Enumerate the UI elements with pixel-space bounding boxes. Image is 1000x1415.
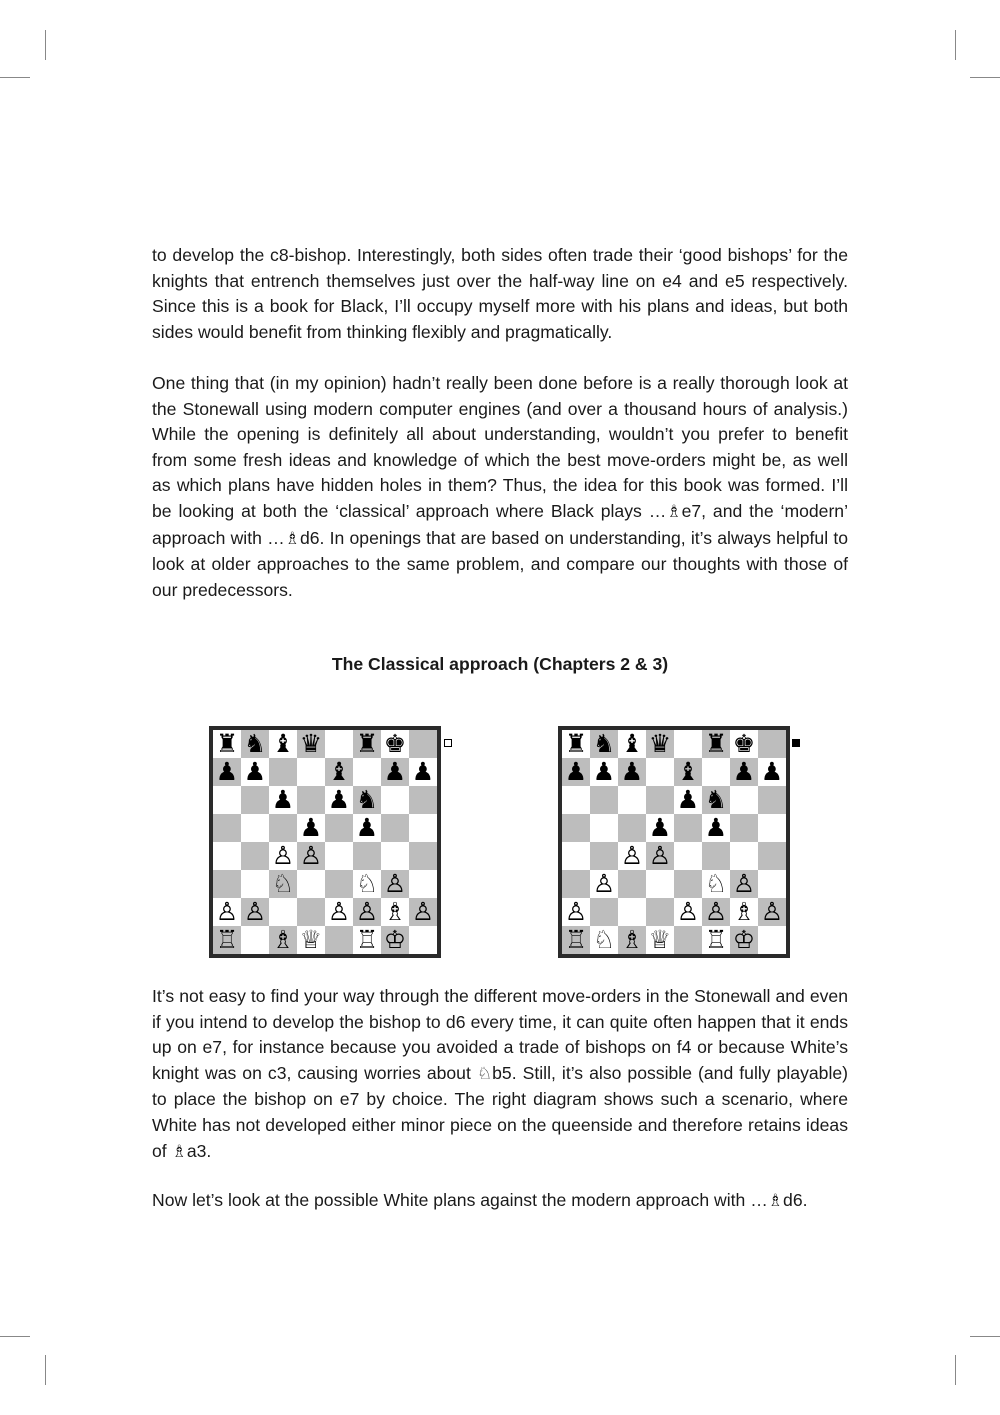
side-to-move-indicator [792,739,800,747]
board-square [325,870,353,898]
board-square [325,814,353,842]
white-knight-icon: ♘ [590,926,618,954]
board-square [241,926,269,954]
board-square [674,870,702,898]
board-square [590,786,618,814]
board-square [213,786,241,814]
board-square [702,842,730,870]
black-pawn-icon: ♟ [353,814,381,842]
black-pawn-icon: ♟ [562,758,590,786]
black-knight-icon: ♞ [353,786,381,814]
white-king-icon: ♔ [381,926,409,954]
board-square [213,870,241,898]
board-square [730,786,758,814]
white-pawn-icon: ♙ [409,898,437,926]
bishop-figurine-icon: ♗ [171,1141,187,1162]
paragraph-text: e7, and the ‘modern’ approach with … [152,500,849,548]
board-square [409,814,437,842]
crop-mark [955,1355,956,1385]
white-rook-icon: ♖ [213,926,241,954]
white-pawn-icon: ♙ [562,898,590,926]
board-square [213,842,241,870]
black-pawn-icon: ♟ [241,758,269,786]
board-square [409,926,437,954]
board-square [590,898,618,926]
black-king-icon: ♚ [730,730,758,758]
white-bishop-icon: ♗ [618,926,646,954]
white-pawn-icon: ♙ [297,842,325,870]
crop-mark [955,30,956,60]
black-rook-icon: ♜ [702,730,730,758]
board-square [269,758,297,786]
black-pawn-icon: ♟ [381,758,409,786]
paragraph-text: d6. In openings that are based on understanding, it’s always helpful to look at older approaches to the same problem, and compare our thoughts with those of our predecessors. [152,527,848,600]
board-square [297,870,325,898]
white-pawn-icon: ♙ [646,842,674,870]
white-pawn-icon: ♙ [618,842,646,870]
paragraph-text: d6. [783,1190,808,1210]
board-square [241,786,269,814]
paragraph-text: It’s not easy to find your way through the different move-orders in the Stonewall and even if you intend to develop the bishop to d6 every time, it can quite often happen that it ends up on e7, for instance because you avoided a trade of bishops on f4 or because White’s knight was on c3, causing worries about [152,986,848,1083]
board-square [241,842,269,870]
black-rook-icon: ♜ [213,730,241,758]
white-pawn-icon: ♙ [758,898,786,926]
white-knight-icon: ♘ [269,870,297,898]
section-heading: The Classical approach (Chapters 2 & 3) [331,654,669,674]
white-king-icon: ♔ [730,926,758,954]
board-square [562,842,590,870]
white-pawn-icon: ♙ [730,870,758,898]
paragraph-move-orders [152,984,848,1165]
knight-figurine-icon: ♘ [476,1063,493,1084]
board-square [590,842,618,870]
black-pawn-icon: ♟ [269,786,297,814]
black-pawn-icon: ♟ [325,786,353,814]
white-rook-icon: ♖ [353,926,381,954]
board-square [618,870,646,898]
board-square [381,842,409,870]
board-square [646,898,674,926]
side-to-move-indicator [444,739,452,747]
white-rook-icon: ♖ [702,926,730,954]
board-square [730,842,758,870]
crop-mark [45,1355,46,1385]
black-knight-icon: ♞ [241,730,269,758]
black-pawn-icon: ♟ [758,758,786,786]
bishop-figurine-icon: ♗ [284,528,300,549]
paragraph-text: One thing that (in my opinion) hadn’t really been done before is a really thorough look at the Stonewall using modern computer engines (and over a thousand hours of analysis.) While the opening is definitely all about understanding, wouldn’t you prefer to benefit from some fresh ideas and knowledge of which the best move-orders might be, as well as which plans have hidden holes in them? Thus, the idea for this book was formed. I’ll be looking at both the ‘classical’ approach where Black plays … [152,373,848,521]
black-knight-icon: ♞ [590,730,618,758]
black-pawn-icon: ♟ [297,814,325,842]
board-square [409,730,437,758]
board-square [325,842,353,870]
board-square [702,758,730,786]
board-square [409,842,437,870]
black-pawn-icon: ♟ [213,758,241,786]
white-pawn-icon: ♙ [241,898,269,926]
paragraph-text: Now let’s look at the possible White plans against the modern approach with … [152,1190,768,1210]
white-pawn-icon: ♙ [590,870,618,898]
white-pawn-icon: ♙ [702,898,730,926]
board-square [618,814,646,842]
board-square [325,926,353,954]
board-square [674,814,702,842]
white-pawn-icon: ♙ [353,898,381,926]
board-square [562,870,590,898]
board-square [758,926,786,954]
board-square [381,786,409,814]
board-square [353,758,381,786]
black-bishop-icon: ♝ [269,730,297,758]
board-square [562,786,590,814]
black-knight-icon: ♞ [702,786,730,814]
paragraph-text: b5. Still, it’s also possible (and fully playable) to place the bishop on e7 by choice. The right diagram shows such a scenario, where White has not developed either minor piece on the queenside and therefore retains ideas of [152,1062,848,1161]
board-square [297,786,325,814]
board-square [674,730,702,758]
black-pawn-icon: ♟ [674,786,702,814]
black-bishop-icon: ♝ [674,758,702,786]
board-square [758,870,786,898]
board-square [618,786,646,814]
black-pawn-icon: ♟ [730,758,758,786]
black-rook-icon: ♜ [353,730,381,758]
bishop-figurine-icon: ♗ [666,501,682,522]
white-bishop-icon: ♗ [730,898,758,926]
chess-diagram-right [558,726,790,958]
black-king-icon: ♚ [381,730,409,758]
white-knight-icon: ♘ [353,870,381,898]
bishop-figurine-icon: ♗ [767,1191,784,1211]
board-square [213,814,241,842]
white-queen-icon: ♕ [646,926,674,954]
board-square [758,730,786,758]
black-pawn-icon: ♟ [702,814,730,842]
white-pawn-icon: ♙ [269,842,297,870]
board-square [297,758,325,786]
board-square [241,814,269,842]
black-pawn-icon: ♟ [646,814,674,842]
crop-mark [45,30,46,60]
white-knight-icon: ♘ [702,870,730,898]
board-square [758,814,786,842]
black-bishop-icon: ♝ [618,730,646,758]
paragraph-modern-engines [152,371,848,603]
crop-mark [0,77,30,78]
board-square [758,786,786,814]
board-square [618,898,646,926]
board-square [353,842,381,870]
crop-mark [0,1336,30,1337]
board-square [674,926,702,954]
board-square [381,814,409,842]
board-square [325,730,353,758]
black-pawn-icon: ♟ [590,758,618,786]
white-rook-icon: ♖ [562,926,590,954]
white-bishop-icon: ♗ [269,926,297,954]
board-square [269,814,297,842]
black-pawn-icon: ♟ [409,758,437,786]
chess-diagram-left [209,726,441,958]
board-square [646,758,674,786]
crop-mark [970,1336,1000,1337]
white-pawn-icon: ♙ [674,898,702,926]
board-square [409,786,437,814]
white-pawn-icon: ♙ [325,898,353,926]
white-queen-icon: ♕ [297,926,325,954]
paragraph-white-plans [152,1188,848,1215]
black-pawn-icon: ♟ [618,758,646,786]
white-bishop-icon: ♗ [381,898,409,926]
board-square [409,870,437,898]
board-square [562,814,590,842]
board-square [674,842,702,870]
crop-mark [970,77,1000,78]
board-square [646,786,674,814]
board-square [646,870,674,898]
black-bishop-icon: ♝ [325,758,353,786]
board-square [730,814,758,842]
white-pawn-icon: ♙ [381,870,409,898]
paragraph-intro [152,243,848,345]
black-queen-icon: ♛ [646,730,674,758]
board-square [758,842,786,870]
paragraph-text: to develop the c8-bishop. Interestingly, both sides often trade their ‘good bishops’ for the knights that entrench themselves just over the half-way line on e4 and e5 respectively. Since this is a book for Black, I’ll occupy myself more with his plans and ideas, but both sides would benefit from thinking flexibly and pragmatically. [152,245,848,342]
paragraph-text: a3. [186,1140,212,1161]
white-pawn-icon: ♙ [213,898,241,926]
board-square [590,814,618,842]
black-queen-icon: ♛ [297,730,325,758]
board-square [241,870,269,898]
board-square [297,898,325,926]
board-square [269,898,297,926]
black-rook-icon: ♜ [562,730,590,758]
